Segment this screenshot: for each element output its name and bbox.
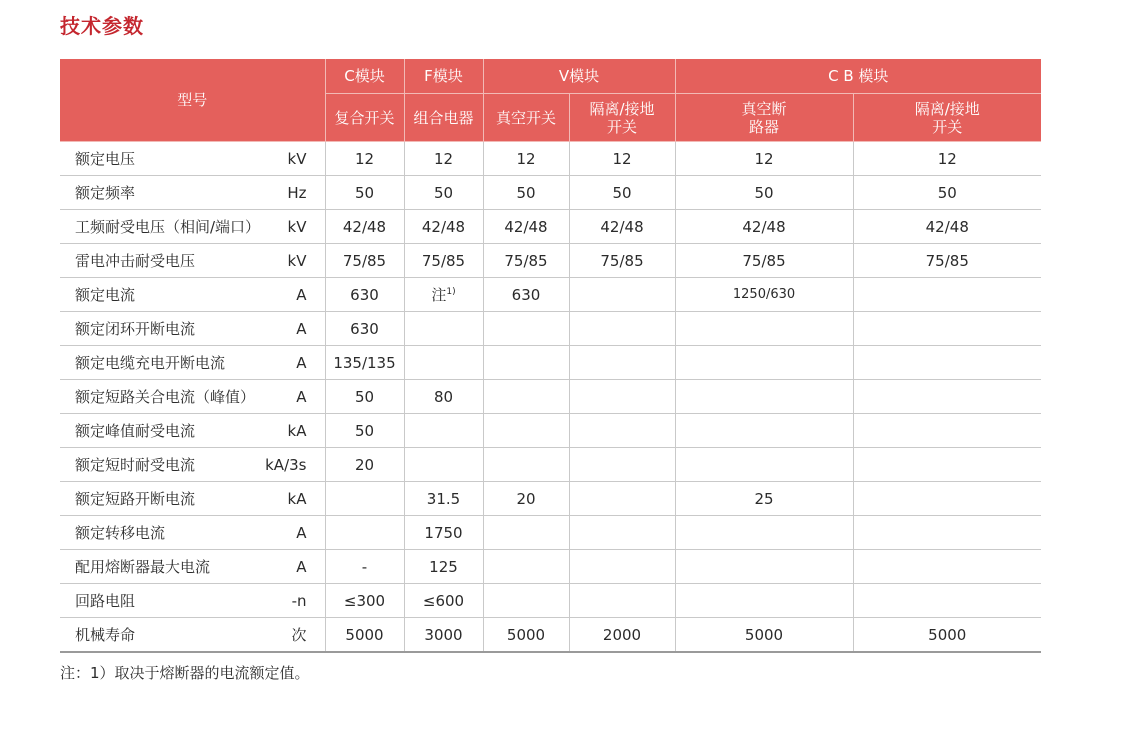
value-cell — [483, 516, 569, 550]
value-cell — [675, 176, 853, 210]
value-cell — [569, 414, 675, 448]
value-cell — [853, 380, 1041, 414]
cell-value: 75/85 — [504, 251, 548, 270]
param-unit: kV — [287, 217, 307, 236]
param-name: 额定峰值耐受电流 — [75, 422, 196, 440]
value-cell — [569, 380, 675, 414]
value-cell — [325, 414, 404, 448]
footnote: 注：1）取决于熔断器的电流额定值。 — [60, 664, 310, 682]
cell-value: 12 — [433, 149, 454, 168]
param-name: 额定电压 — [75, 150, 136, 168]
value-cell — [569, 312, 675, 346]
table-row — [60, 176, 1041, 210]
header-group-v: V模块 — [483, 59, 675, 94]
value-cell — [325, 142, 404, 176]
value-cell — [675, 278, 853, 312]
cell-value: 80 — [433, 387, 454, 406]
cell-value: 42/48 — [600, 217, 644, 236]
value-cell — [325, 380, 404, 414]
value-cell — [483, 414, 569, 448]
param-cell — [60, 210, 325, 244]
value-cell — [404, 380, 483, 414]
value-cell — [675, 618, 853, 653]
value-cell — [325, 482, 404, 516]
cell-value: 5000 — [928, 625, 967, 644]
value-cell — [483, 584, 569, 618]
value-cell — [853, 482, 1041, 516]
value-cell — [325, 516, 404, 550]
param-name: 额定转移电流 — [75, 524, 166, 542]
cell-value: 20 — [354, 455, 375, 474]
cell-value: 630 — [350, 285, 379, 304]
header-sub: 组合电器 — [404, 94, 483, 142]
value-cell — [853, 142, 1041, 176]
value-cell — [853, 448, 1041, 482]
param-name: 雷电冲击耐受电压 — [75, 252, 196, 270]
param-unit: kV — [287, 251, 307, 270]
header-group-cb: C B 模块 — [675, 59, 1041, 94]
value-cell — [325, 176, 404, 210]
value-cell — [325, 244, 404, 278]
value-cell — [853, 278, 1041, 312]
cell-value: 630 — [511, 285, 541, 304]
value-cell — [483, 278, 569, 312]
param-name: 额定电流 — [75, 286, 136, 304]
value-cell — [483, 210, 569, 244]
value-cell — [853, 346, 1041, 380]
value-cell — [853, 584, 1041, 618]
value-cell — [675, 312, 853, 346]
spec-table — [60, 59, 1041, 653]
cell-value: 75/85 — [600, 251, 644, 270]
value-cell — [404, 244, 483, 278]
param-unit: kV — [287, 149, 307, 168]
value-cell — [853, 516, 1041, 550]
value-cell — [483, 176, 569, 210]
value-cell — [404, 584, 483, 618]
value-cell — [404, 482, 483, 516]
param-name: 机械寿命 — [75, 626, 136, 644]
table-row — [60, 142, 1041, 176]
value-cell — [675, 380, 853, 414]
header-row-groups — [60, 59, 1041, 94]
cell-value: 42/48 — [742, 217, 786, 236]
value-cell — [569, 142, 675, 176]
value-cell — [675, 414, 853, 448]
value-cell — [569, 210, 675, 244]
cell-value: 75/85 — [925, 251, 969, 270]
param-unit: kA — [287, 489, 307, 508]
value-cell — [853, 414, 1041, 448]
cell-value: 42/48 — [504, 217, 548, 236]
value-cell — [853, 176, 1041, 210]
table-row — [60, 414, 1041, 448]
value-cell — [404, 176, 483, 210]
table-row — [60, 448, 1041, 482]
table-row — [60, 210, 1041, 244]
value-cell — [853, 244, 1041, 278]
table-row — [60, 346, 1041, 380]
value-cell — [675, 448, 853, 482]
param-unit: kA — [287, 421, 307, 440]
param-unit: A — [296, 353, 307, 372]
param-name: 额定频率 — [75, 184, 136, 202]
cell-value: 5000 — [506, 625, 546, 644]
cell-value: 125 — [429, 557, 458, 576]
value-cell — [853, 210, 1041, 244]
value-cell — [325, 312, 404, 346]
value-cell — [404, 618, 483, 653]
param-name: 额定短路关合电流（峰值） — [75, 388, 256, 406]
cell-value: 31.5 — [426, 489, 461, 508]
header-sub: 真空断 路器 — [675, 94, 853, 142]
cell-value: 20 — [516, 489, 536, 508]
param-cell — [60, 346, 325, 380]
value-cell — [569, 278, 675, 312]
cell-value: 42/48 — [342, 217, 387, 236]
cell-value: 630 — [350, 319, 379, 338]
value-cell — [325, 210, 404, 244]
value-cell — [483, 482, 569, 516]
value-cell — [404, 278, 483, 312]
param-cell — [60, 142, 325, 176]
param-cell — [60, 448, 325, 482]
value-cell — [675, 346, 853, 380]
header-group-f: F模块 — [404, 59, 483, 94]
cell-value: 2000 — [602, 625, 642, 644]
value-cell — [853, 550, 1041, 584]
cell-value: 1250/630 — [732, 287, 796, 302]
value-cell — [483, 346, 569, 380]
value-cell — [483, 550, 569, 584]
param-cell — [60, 482, 325, 516]
cell-value: ≤600 — [422, 591, 465, 610]
cell-value: 42/48 — [421, 217, 466, 236]
table-row — [60, 516, 1041, 550]
value-cell — [569, 448, 675, 482]
cell-value: 3000 — [424, 625, 463, 644]
param-unit: 次 — [291, 626, 307, 644]
param-unit: kA/3s — [265, 455, 307, 474]
value-cell — [483, 618, 569, 653]
value-cell — [325, 618, 404, 653]
cell-value: 135/135 — [333, 353, 396, 372]
table-row — [60, 380, 1041, 414]
value-cell — [569, 346, 675, 380]
value-cell — [569, 584, 675, 618]
value-cell — [404, 312, 483, 346]
value-cell — [404, 346, 483, 380]
cell-value: 42/48 — [925, 217, 969, 236]
value-cell — [569, 516, 675, 550]
param-name: 配用熔断器最大电流 — [75, 558, 211, 576]
param-cell — [60, 380, 325, 414]
cell-value: 25 — [754, 489, 774, 508]
param-cell — [60, 414, 325, 448]
cell-value: 50 — [354, 421, 375, 440]
table-row — [60, 312, 1041, 346]
param-unit: A — [296, 319, 307, 338]
page-title: 技术参数 — [60, 14, 144, 38]
value-cell — [325, 346, 404, 380]
cell-value: 50 — [937, 183, 957, 202]
value-cell — [569, 550, 675, 584]
param-unit: A — [296, 285, 307, 304]
value-cell — [483, 142, 569, 176]
param-name: 工频耐受电压（相间/端口） — [75, 218, 261, 236]
value-cell — [325, 448, 404, 482]
table-row — [60, 244, 1041, 278]
value-cell — [675, 550, 853, 584]
header-sub: 隔离/接地 开关 — [569, 94, 675, 142]
cell-value: 75/85 — [342, 251, 387, 270]
param-cell — [60, 516, 325, 550]
param-unit: A — [296, 523, 307, 542]
table-row — [60, 482, 1041, 516]
value-cell — [569, 482, 675, 516]
header-sub: 复合开关 — [325, 94, 404, 142]
value-cell — [325, 584, 404, 618]
param-name: 额定短路开断电流 — [75, 490, 196, 508]
cell-value: 12 — [354, 149, 375, 168]
value-cell — [853, 312, 1041, 346]
param-cell — [60, 584, 325, 618]
param-name: 回路电阻 — [75, 592, 136, 610]
value-cell — [404, 142, 483, 176]
cell-value: 50 — [354, 387, 375, 406]
cell-value: 12 — [754, 149, 774, 168]
cell-value: 75/85 — [742, 251, 786, 270]
cell-value: 5000 — [345, 625, 384, 644]
table-row — [60, 584, 1041, 618]
param-cell — [60, 550, 325, 584]
param-cell — [60, 244, 325, 278]
value-cell — [404, 550, 483, 584]
param-unit: Hz — [287, 183, 307, 202]
header-sub: 隔离/接地 开关 — [853, 94, 1041, 142]
cell-value: 50 — [612, 183, 632, 202]
value-cell — [404, 210, 483, 244]
value-cell — [483, 312, 569, 346]
value-cell — [675, 482, 853, 516]
param-cell — [60, 278, 325, 312]
param-cell — [60, 176, 325, 210]
param-unit: -n — [291, 591, 307, 610]
cell-value: - — [361, 557, 368, 576]
value-cell — [853, 618, 1041, 653]
value-cell — [675, 584, 853, 618]
value-cell — [325, 550, 404, 584]
value-cell — [404, 448, 483, 482]
value-cell — [483, 380, 569, 414]
value-cell — [483, 448, 569, 482]
table-row — [60, 278, 1041, 312]
header-model: 型号 — [60, 59, 325, 142]
param-name: 额定短时耐受电流 — [75, 456, 196, 474]
param-name: 额定电缆充电开断电流 — [75, 354, 226, 372]
value-cell — [675, 210, 853, 244]
cell-value: 5000 — [744, 625, 784, 644]
header-sub: 真空开关 — [483, 94, 569, 142]
param-unit: A — [296, 557, 307, 576]
value-cell — [483, 244, 569, 278]
cell-value: 50 — [354, 183, 375, 202]
value-cell — [569, 618, 675, 653]
table-row — [60, 550, 1041, 584]
param-name: 额定闭环开断电流 — [75, 320, 196, 338]
cell-value: 75/85 — [421, 251, 466, 270]
cell-value: 50 — [433, 183, 454, 202]
header-group-c: C模块 — [325, 59, 404, 94]
param-cell — [60, 618, 325, 653]
cell-value: 50 — [516, 183, 536, 202]
value-cell — [325, 278, 404, 312]
value-cell — [675, 516, 853, 550]
spec-table-body — [60, 142, 1041, 653]
value-cell — [675, 244, 853, 278]
cell-value: 12 — [612, 149, 632, 168]
table-row — [60, 618, 1041, 653]
cell-value: 12 — [516, 149, 536, 168]
cell-value: 12 — [937, 149, 957, 168]
value-cell — [404, 516, 483, 550]
cell-value: 注 — [431, 286, 447, 304]
value-cell — [675, 142, 853, 176]
cell-value: 50 — [754, 183, 774, 202]
value-cell — [569, 176, 675, 210]
value-cell — [569, 244, 675, 278]
footnote-mark: 1) — [446, 287, 456, 297]
param-unit: A — [296, 387, 307, 406]
param-cell — [60, 312, 325, 346]
cell-value: ≤300 — [343, 591, 386, 610]
value-cell — [404, 414, 483, 448]
cell-value: 1750 — [424, 523, 463, 542]
